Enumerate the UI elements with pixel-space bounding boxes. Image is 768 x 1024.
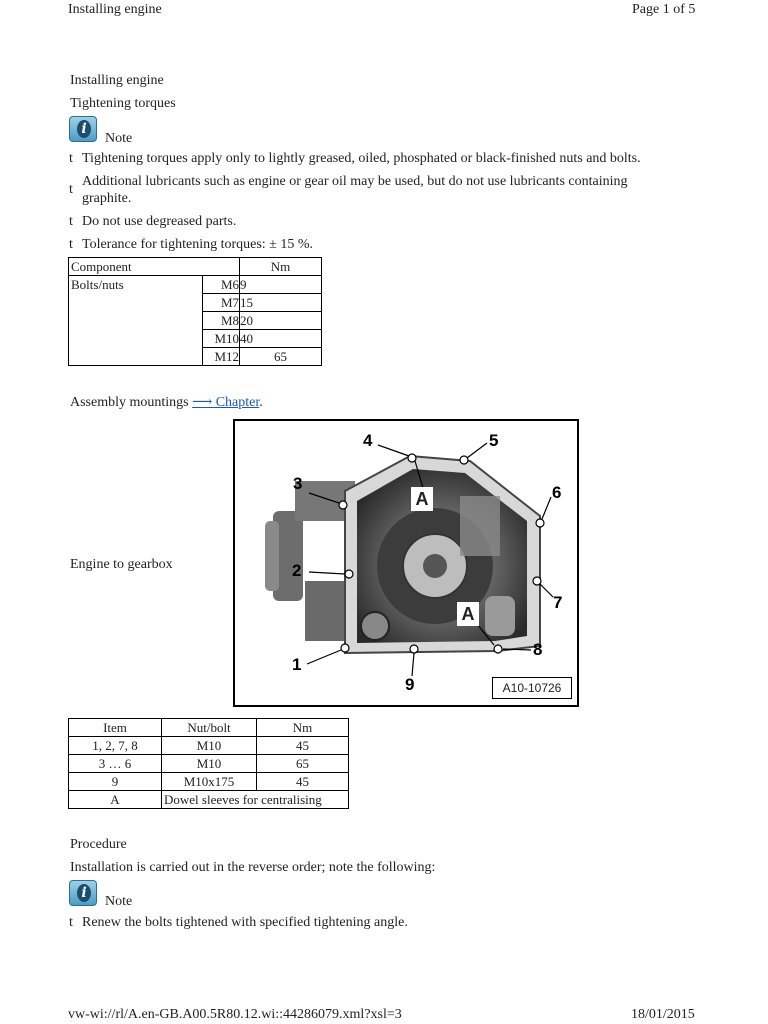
gearbox-drawing (235, 421, 577, 705)
table-row (69, 791, 349, 809)
callout-2: 2 (292, 561, 302, 580)
torque-table (68, 257, 322, 366)
size-cell: M6 (202, 276, 239, 294)
component-cell: Bolts/nuts (69, 276, 203, 366)
bullet-text: Renew the bolts tightened with specified tightening angle. (82, 915, 408, 930)
bullet-text: Do not use degreased parts. (82, 214, 237, 229)
nm-cell: 40 (240, 330, 322, 348)
note-label: Note (105, 894, 133, 909)
callout-1: 1 (292, 655, 302, 674)
section-title: Installing engine (70, 73, 164, 88)
table-header: Nut/bolt (162, 719, 257, 737)
info-icon: i (69, 880, 97, 906)
callout-6: 6 (552, 483, 562, 502)
note-label: Note (105, 131, 133, 146)
table-row (69, 773, 349, 791)
bullet-text: Tolerance for tightening torques: ± 15 %. (82, 237, 314, 252)
bolt-cell: M10x175 (162, 773, 257, 791)
table-header: Component (69, 258, 240, 276)
table-row (69, 276, 322, 294)
bolt-table (68, 718, 349, 809)
nm-cell: 9 (240, 276, 322, 294)
callout-7: 7 (553, 593, 563, 612)
page-number: Page 1 of 5 (632, 2, 696, 17)
assembly-mountings-line (70, 394, 263, 411)
bullet-marker: t (69, 237, 73, 252)
item-cell: A (69, 791, 162, 809)
bullet-text: Tightening torques apply only to lightly greased, oiled, phosphated or black-finished nuts and bolts. (82, 151, 641, 166)
nm-cell: 45 (257, 737, 349, 755)
footer-date: 18/01/2015 (631, 1007, 695, 1022)
callout-9: 9 (405, 675, 415, 694)
bolt-cell: M10 (162, 737, 257, 755)
nm-cell: 15 (240, 294, 322, 312)
info-icon: i (69, 116, 97, 142)
bolt-cell: M10 (162, 755, 257, 773)
table-row (69, 755, 349, 773)
callout-5: 5 (489, 431, 499, 450)
procedure-title: Procedure (70, 837, 127, 852)
nm-cell: 20 (240, 312, 322, 330)
size-cell: M7 (202, 294, 239, 312)
table-header: Nm (257, 719, 349, 737)
table-header: Nm (240, 258, 322, 276)
bullet-text: Additional lubricants such as engine or gear oil may be used, but do not use lubricants containing (82, 174, 628, 189)
chapter-link[interactable]: ⟶ Chapter (192, 395, 260, 410)
table-row (69, 737, 349, 755)
page-header-title: Installing engine (68, 2, 162, 17)
bullet-marker: t (69, 214, 73, 229)
footer-url: vw-wi://rl/A.en-GB.A00.5R80.12.wi::44286079.xml?xsl=3 (68, 1007, 402, 1022)
assembly-suffix: . (259, 395, 263, 410)
item-cell: 9 (69, 773, 162, 791)
callout-a-bottom: A (457, 602, 479, 626)
callout-3: 3 (293, 474, 303, 493)
size-cell: M12 (202, 348, 239, 366)
engine-gearbox-figure (233, 419, 579, 707)
bullet-marker: t (69, 915, 73, 930)
section-subtitle: Tightening torques (70, 96, 176, 111)
nm-cell: 65 (257, 755, 349, 773)
figure-caption: Engine to gearbox (70, 557, 173, 572)
bullet-marker: t (69, 182, 73, 197)
callout-8: 8 (533, 640, 543, 659)
table-header: Item (69, 719, 162, 737)
assembly-prefix: Assembly mountings (70, 395, 193, 410)
figure-id: A10-10726 (492, 677, 572, 699)
nm-cell: 45 (257, 773, 349, 791)
description-cell: Dowel sleeves for centralising (162, 791, 349, 809)
callout-4: 4 (363, 431, 373, 450)
item-cell: 1, 2, 7, 8 (69, 737, 162, 755)
bullet-text-continued: graphite. (82, 191, 132, 206)
size-cell: M8 (202, 312, 239, 330)
size-cell: M10 (202, 330, 239, 348)
item-cell: 3 … 6 (69, 755, 162, 773)
bullet-marker: t (69, 151, 73, 166)
callout-a-top: A (411, 487, 433, 511)
nm-cell: 65 (240, 348, 322, 366)
procedure-intro: Installation is carried out in the reverse order; note the following: (70, 860, 436, 875)
